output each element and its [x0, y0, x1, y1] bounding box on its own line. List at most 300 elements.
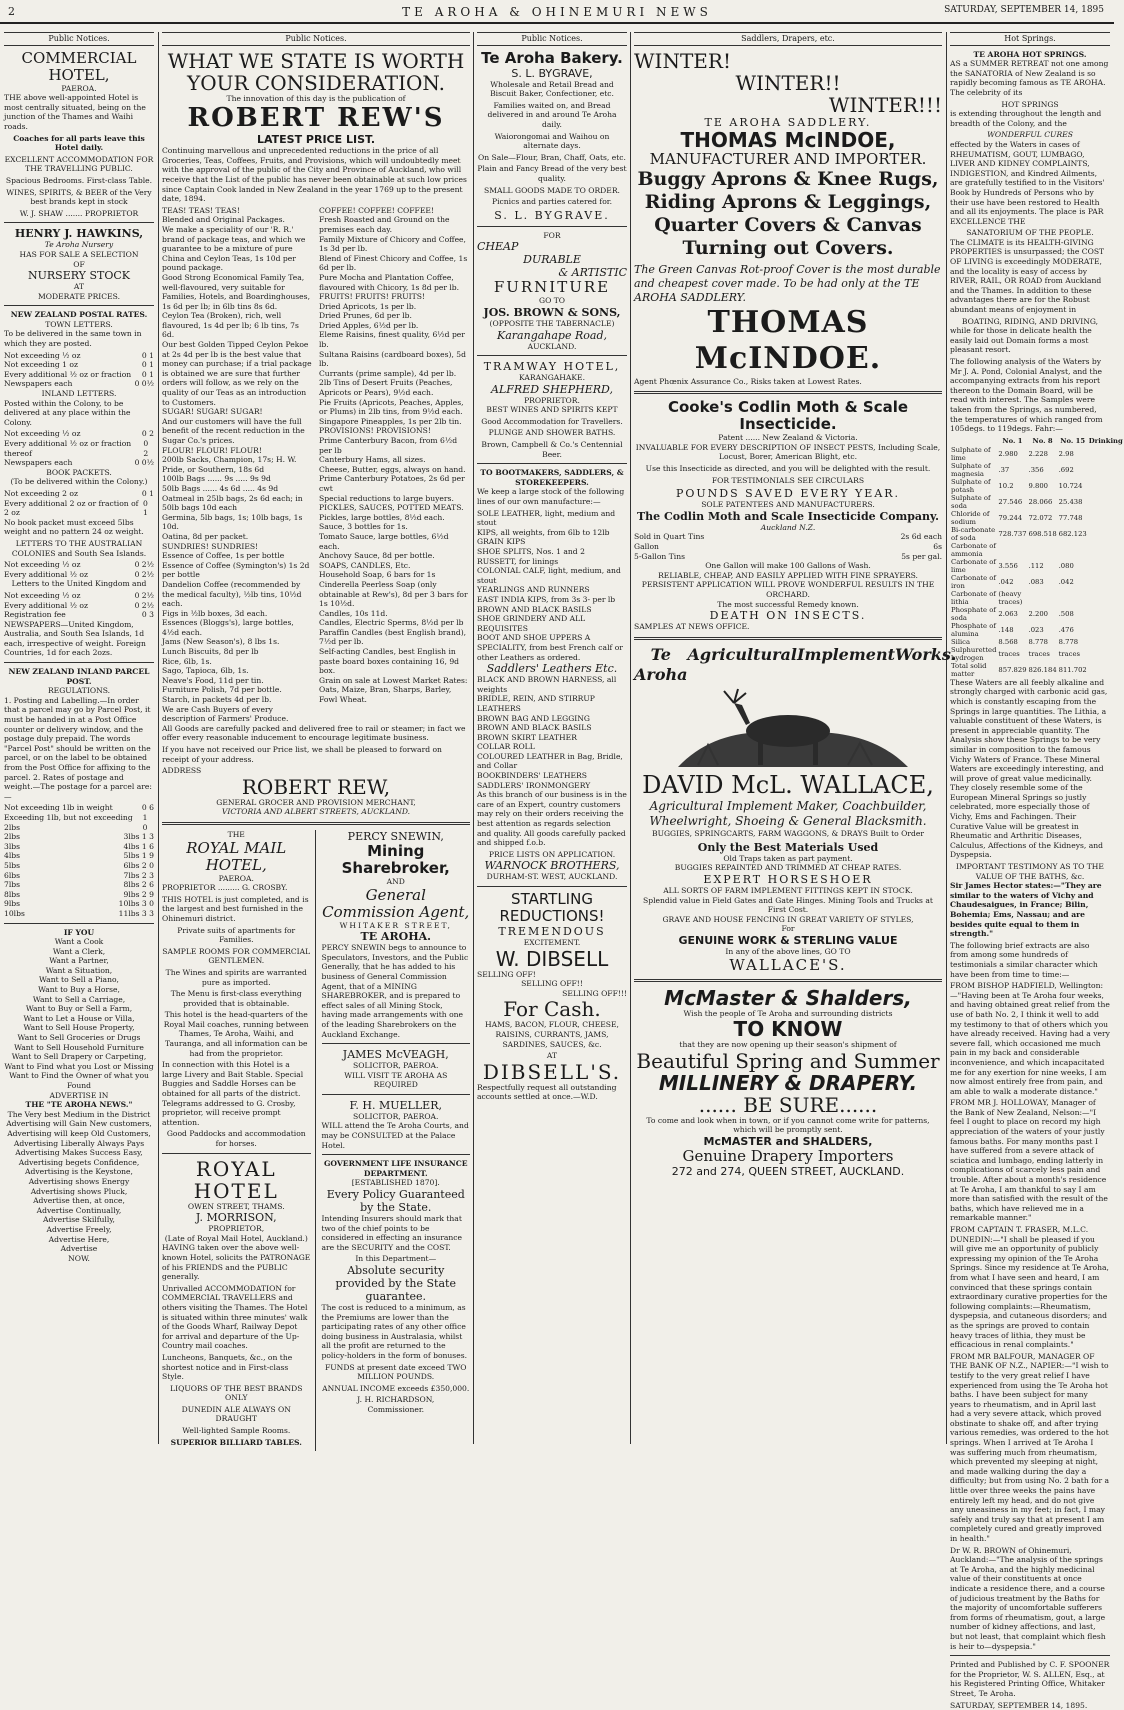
price-item: Sago, Tapioca, 6lb, 1s.: [162, 666, 313, 676]
gov-absolute: Absolute security provided by the State guarantee.: [322, 1264, 471, 1303]
analysis-cell: 25.438: [1058, 494, 1088, 510]
rh-lunch: Luncheons, Banquets, &c., on the shortest notice and in First-class Style.: [162, 1353, 311, 1382]
codlin-city: Auckland N.Z.: [634, 523, 942, 533]
saddlery-manufacturer: MANUFACTURER AND IMPORTER.: [634, 151, 942, 168]
mcmaster-name: McMaster & Shalders,: [634, 987, 942, 1009]
analysis-row: [950, 510, 1124, 526]
analysis-cell: .692: [1058, 462, 1088, 478]
springs-boating: BOATING, RIDING, AND DRIVING,: [950, 317, 1110, 327]
rate-value: 0 2½: [135, 570, 154, 580]
postal-title: NEW ZEALAND POSTAL RATES.: [4, 310, 154, 320]
rate-value: 0 0½: [135, 379, 154, 389]
analysis-cell: 8.568: [997, 638, 1027, 646]
rmh-sample: SAMPLE ROOMS FOR COMMERCIAL GENTLEMEN.: [162, 947, 311, 966]
news-name: THE "TE AROHA NEWS.": [4, 1100, 154, 1110]
bakery-desc: Wholesale and Retail Bread and Biscuit Baker, Confectioner, etc.: [477, 80, 627, 99]
mueller-name: F. H. MUELLER,: [322, 1099, 471, 1112]
tramway-proprietor: PROPRIETOR.: [477, 396, 627, 406]
gov-cost: The cost is reduced to a minimum, as the Premiums are lower than the participating rates of any other office doing business in Australasia, whilst all the profit are returned to the policy-holders in the form of bonuses.: [322, 1303, 471, 1361]
rate-row: [634, 542, 942, 552]
leather-item: BRIDLE, REIN, AND STIRRUP LEATHERS: [477, 694, 627, 713]
advertise-ad: [4, 928, 154, 1264]
codlin-use: Use this Insecticide as directed, and you will be delighted with the result.: [634, 464, 942, 474]
gov-established: [ESTABLISHED 1870].: [322, 1178, 471, 1188]
leather-item: BLACK AND BROWN HARNESS, all weights: [477, 675, 627, 694]
analysis-cell: 811.702: [1058, 662, 1088, 678]
rmh-body: THIS HOTEL is just completed, and is the largest and best furnished in the Ohinemuri district.: [162, 895, 311, 924]
rate-row: [634, 532, 942, 542]
want-item: Want to Sell House Property,: [4, 1023, 154, 1033]
price-item: COFFEE! COFFEE! COFFEE!: [319, 206, 470, 216]
rmh-coaches: This hotel is the head-quarters of the Royal Mail coaches, running between Thames, Te Aroha, Waihi, and Tauranga, and all information can be had from the proprietor.: [162, 1010, 311, 1058]
leather-item: YEARLINGS AND RUNNERS: [477, 585, 627, 595]
codlin-ad: [634, 399, 942, 632]
analysis-cell: [1028, 590, 1058, 606]
rate-value: 4lbs 1 6: [123, 842, 154, 852]
rate-row: [4, 813, 154, 832]
price-item: Paraffin Candles (best English brand), 7½d per lb.: [319, 628, 470, 647]
commercial-hotel-ad: [4, 50, 154, 219]
rate-value: 0 1: [143, 499, 154, 518]
leather-item: SHOE GRINDERY AND ALL REQUISITES: [477, 614, 627, 633]
furniture-ad: [477, 231, 627, 351]
advertise-line: Advertise Continually,: [4, 1206, 154, 1216]
tramway-best: BEST WINES AND SPIRITS KEPT: [477, 405, 627, 415]
price-item: Figs in ½lb boxes, 3d each.: [162, 609, 313, 619]
advertise-line: The Very best Medium in the District: [4, 1110, 154, 1120]
rate-label: Every additional 2 oz or fraction of 2 oz: [4, 499, 143, 518]
warnock-lead: We keep a large stock of the following lines of our own manufacture:—: [477, 487, 627, 506]
analysis-cell: Carbonate of lithia: [950, 590, 997, 606]
furniture-artistic: & ARTISTIC: [477, 266, 627, 279]
price-item: Prime Canterbury Potatoes, 2s 6d per cwt: [319, 474, 470, 493]
dib-tremendous: TREMENDOUS: [477, 925, 627, 938]
rate-value: 5lbs 1 9: [123, 851, 154, 861]
furniture-durable: DURABLE: [477, 253, 627, 266]
rew-left-items: [162, 206, 313, 724]
price-item: FLOUR! FLOUR! FLOUR!: [162, 446, 313, 456]
advertise-line: Advertise Freely,: [4, 1225, 154, 1235]
mcmaster-opening: that they are now opening up their season's shipment of: [634, 1040, 942, 1050]
rate-value: 9lbs 2 9: [123, 890, 154, 900]
warnock-price: PRICE LISTS ON APPLICATION.: [477, 850, 627, 860]
springs-hs: HOT SPRINGS: [950, 100, 1110, 110]
column-rule: [946, 32, 947, 1444]
codlin-sole: SOLE PATENTEES AND MANUFACTURERS.: [634, 500, 942, 510]
rates-inland: [4, 429, 154, 467]
rate-row: [4, 489, 154, 499]
price-item: We are Cash Buyers of every description of Farmers' Produce.: [162, 705, 313, 724]
tramway-good: Good Accommodation for Travellers.: [477, 417, 627, 427]
codlin-one-gallon: One Gallon will make 100 Gallons of Wash.: [634, 561, 942, 571]
rate-row: [4, 851, 154, 861]
gov-annual: ANNUAL INCOME exceeds £350,000.: [322, 1384, 471, 1394]
price-item: And our customers will have the full benefit of the recent reduction in the Sugar Co.'s prices.: [162, 417, 313, 446]
analysis-cell: 698.518: [1028, 526, 1058, 542]
want-item: Want to Sell a Piano,: [4, 975, 154, 985]
analysis-cell: .112: [1028, 558, 1058, 574]
rate-label: Not exceeding 1 oz: [4, 360, 78, 370]
price-item: Self-acting Candles, best English in paste board boxes containing 16, 9d box.: [319, 647, 470, 676]
warnock-saddler-items: [477, 675, 627, 790]
rh-owner: J. MORRISON,: [162, 1211, 311, 1224]
leather-item: RUSSETT, for linings: [477, 557, 627, 567]
rate-value: 1 0: [143, 813, 154, 832]
rmh-livery: In connection with this Hotel is a large Livery and Bait Stable. Special Buggies and Saddle Horses can be obtained for all parts of the district. Telegrams addressed to G. Crosby, proprietor, will receive prompt attention.: [162, 1060, 311, 1127]
analysis-cell: Phosphate of soda: [950, 606, 997, 622]
bakery-sale: On Sale—Flour, Bran, Chaff, Oats, etc.: [477, 153, 627, 163]
column-5: [950, 32, 1110, 1444]
rate-value: 0 1: [142, 360, 154, 370]
price-item: Eleme Raisins, finest quality, 6½d per lb.: [319, 330, 470, 349]
rew-footer-2: If you have not received our Price list, we shall be pleased to forward on receipt of your address.: [162, 745, 470, 764]
rate-row: [4, 880, 154, 890]
analysis-cell: Sulphate of soda: [950, 494, 997, 510]
analysis-cell: Chloride of sodium: [950, 510, 997, 526]
rates-australia: [4, 560, 154, 579]
price-item: Household Soap, 6 bars for 1s: [319, 570, 470, 580]
wallace-genuine: GENUINE WORK & STERLING VALUE: [634, 934, 942, 947]
price-item: PROVISIONS! PROVISIONS!: [319, 426, 470, 436]
postal-book: BOOK PACKETS.: [4, 468, 154, 478]
advertise-line: Advertising will Gain New customers,: [4, 1119, 154, 1129]
rate-value: 6lbs 2 0: [123, 861, 154, 871]
dib-excitement: EXCITEMENT.: [477, 938, 627, 948]
leather-item: SOLE LEATHER, light, medium and stout: [477, 509, 627, 528]
imprint: Printed and Published by C. F. SPOONER for the Proprietor, W. S. ALLEN, Esq., at his Registered Printing Office, Whitaker Street, Te Aroha.: [950, 1660, 1110, 1698]
codlin-prices: [634, 532, 942, 561]
want-item: Want to Sell Groceries or Drugs: [4, 1033, 154, 1043]
analysis-cell: .37: [997, 462, 1027, 478]
springs-wonderful: WONDERFUL CURES: [950, 130, 1110, 140]
furniture-brown: JOS. BROWN & SONS,: [477, 306, 627, 319]
column-rule: [473, 32, 474, 1444]
want-item: Want to Let a House or Villa,: [4, 1014, 154, 1024]
price-item: FRUITS! FRUITS! FRUITS!: [319, 292, 470, 302]
column-rule: [158, 32, 159, 1444]
rate-label: 9lbs: [4, 899, 20, 909]
tramway-plunge: PLUNGE AND SHOWER BATHS.: [477, 428, 627, 438]
analysis-cell: 3.556: [997, 558, 1027, 574]
codlin-reliable: RELIABLE, CHEAP, AND EASILY APPLIED WITH FINE SPRAYERS.: [634, 571, 942, 581]
rew-headline-2: YOUR CONSIDERATION.: [162, 72, 470, 94]
furniture-city: AUCKLAND.: [477, 342, 627, 352]
springs-important: IMPORTANT TESTIMONY AS TO THE VALUE OF THE BATHS, &c.: [950, 862, 1110, 881]
mcmaster-tocome: To come and look when in town, or if you cannot come write for patterns, which will be promptly sent.: [634, 1116, 942, 1135]
bakery-ad: [477, 50, 627, 222]
warnock-heading: TO BOOTMAKERS, SADDLERS, & STOREKEEPERS.: [477, 468, 627, 487]
rate-label: Newspapers each: [4, 379, 72, 389]
mcmaster-ad: [634, 987, 942, 1178]
rh-late: (Late of Royal Mail Hotel, Auckland.): [162, 1234, 311, 1244]
want-item: Want to Buy a Horse,: [4, 985, 154, 995]
rate-label: 4lbs: [4, 851, 20, 861]
rate-value: 0 1: [142, 370, 154, 380]
wallace-splendid: Splendid value in Field Gates and Gate Hinges. Mining Tools and Trucks at First Cost.: [634, 896, 942, 915]
mcveagh-note: WILL VISIT TE AROHA AS REQUIRED: [322, 1071, 471, 1090]
codlin-most: The most successful Remedy known.: [634, 600, 942, 610]
want-item: Want to Sell Drapery or Carpeting,: [4, 1052, 154, 1062]
advertise-line: Advertising will keep Old Customers,: [4, 1129, 154, 1139]
tramway-place: KARANGAHAKE.: [477, 373, 627, 383]
royal-hotel-ad: [162, 1158, 311, 1448]
analysis-row: [950, 646, 1124, 662]
dibsell-ad: [477, 891, 627, 1102]
hotel-accommodation: EXCELLENT ACCOMMODATION FOR THE TRAVELLING PUBLIC.: [4, 155, 154, 174]
bakery-plain: Plain and Fancy Bread of the very best quality.: [477, 164, 627, 183]
postal-uk: Letters to the United Kingdom and: [4, 579, 154, 589]
parcel-regs: REGULATIONS.: [4, 686, 154, 696]
rmh-paddocks: Good Paddocks and accommodation for horses.: [162, 1129, 311, 1148]
analysis-cell: traces: [1058, 646, 1088, 662]
want-item: Want to Sell Household Furniture: [4, 1043, 154, 1053]
rew-street: VICTORIA AND ALBERT STREETS, AUCKLAND.: [162, 807, 470, 817]
analysis-row: [950, 526, 1124, 542]
bakery-families: Families waited on, and Bread delivered in and around Te Aroha daily.: [477, 101, 627, 130]
springs-p10: FROM MR J. HOLLOWAY, Manager of the Bank of New Zealand, Nelson:—"I feel I ought to place on record my high appreciation of the waters of your justly famous baths. For many months past I have suffered from a severe attack of sciatica and lumbago, ending latterly in complications of scarcely less pain and trouble. After about a month's residence at Te Aroha, I am thankful to say I am more than satisfied with the result of the baths, which have relieved me in a remarkable manner.": [950, 1098, 1110, 1223]
rate-row: [4, 842, 154, 852]
rate-label: 10lbs: [4, 909, 25, 919]
analysis-cell: .356: [1028, 462, 1058, 478]
analysis-cell: Carbonate of lime: [950, 558, 997, 574]
dib-cash: For Cash.: [477, 998, 627, 1020]
warnock-ad: [477, 468, 627, 882]
gov-commissioner-title: Commissioner.: [322, 1405, 471, 1415]
postal-inland-note: Posted within the Colony, to be delivered at any place within the Colony.: [4, 399, 154, 428]
rate-value: 0 0½: [135, 458, 154, 468]
analysis-row: [950, 590, 1124, 606]
advertise-line: Advertising Liberally Always Pays: [4, 1139, 154, 1149]
price-item: Furniture Polish, 7d per bottle.: [162, 685, 313, 695]
analysis-cell: Silica: [950, 638, 997, 646]
bakery-owner: S. L. BYGRAVE,: [477, 67, 627, 80]
rew-address-label: ADDRESS: [162, 766, 470, 776]
robert-rew-ad: [162, 50, 470, 817]
analysis-cell: 8.778: [1058, 638, 1088, 646]
postal-town-note: To be delivered in the same town in which they are posted.: [4, 329, 154, 348]
analysis-cell: [1058, 590, 1088, 606]
leather-item: COLOURED LEATHER in Bag, Bridle, and Collar: [477, 752, 627, 771]
leather-item: GRAIN KIPS: [477, 537, 627, 547]
want-item: Want to Buy or Sell a Farm,: [4, 1004, 154, 1014]
arc-word-2: Agricultural: [688, 645, 797, 685]
price-item: Currants (prime sample), 4d per lb.: [319, 369, 470, 379]
advertise-line: Advertising is the Keystone,: [4, 1167, 154, 1177]
analysis-row: [950, 462, 1124, 478]
rate-row: [4, 499, 154, 518]
gov-funds: FUNDS at present date exceed TWO MILLION POUNDS.: [322, 1363, 471, 1382]
rate-row: [4, 601, 154, 611]
rh-ale: DUNEDIN ALE ALWAYS ON DRAUGHT: [162, 1405, 311, 1424]
price-item: Pie Fruits (Apricots, Peaches, Apples, or Plums) in 2lb tins, from 9½d each.: [319, 398, 470, 417]
rew-lead: Continuing marvellous and unprecedented reductions in the price of all Groceries, Teas, Coffees, Fruits, and Provisions, which will undoubtedly meet with the approval of the public of the City and Province of Auckland, who will receive that the List of the public has never been obtainable at such low prices since Captain Cook landed in New Zealand in the year 1769 up to the present date, 1894.: [162, 146, 470, 204]
rate-label: Not exceeding ½ oz: [4, 591, 81, 601]
snewin-ad: [322, 830, 471, 1039]
rate-value: 0 2½: [135, 591, 154, 601]
column-rule: [630, 32, 631, 1444]
leather-item: COLONIAL CALF, light, medium, and stout: [477, 566, 627, 585]
postal-australia: LETTERS TO THE AUSTRALIAN COLONIES and South Sea Islands.: [4, 539, 154, 558]
saddlery-name: TE AROHA SADDLERY.: [634, 116, 942, 129]
springs-hector: Sir James Hector states:—"They are similar to the waters of Vichy and Chaudesaigues, in France; Bilin, Bohemia; Ems, Nassau; and are besides quite equal to them in strength.": [950, 881, 1110, 939]
rate-row: [4, 379, 154, 389]
wallace-old: Old Traps taken as part payment.: [634, 854, 942, 864]
analysis-cell: .042: [1058, 574, 1088, 590]
warnock-street: DURHAM-ST. WEST, AUCKLAND.: [477, 872, 627, 882]
page-number: 2: [8, 5, 15, 18]
analysis-cell: 9.800: [1028, 478, 1058, 494]
springs-p12: FROM MR BALFOUR, MANAGER OF THE BANK OF N.Z., NAPIER:—"I wish to testify to the very great relief I have experienced from using the Te Aroha hot baths. I have been subject for many years to rheumatism, and in April last had a very severe attack, which proved obstinate to shake off, and after trying various remedies, was ordered to the hot springs. When I arrived at Te Aroha I was suffering much from rheumatism, which prevented my sleeping at night, and made walking during the day a difficulty; but from using No. 2 bath for a little over three weeks the pains have entirely left my head, and do not give any uneasiness in my feet; in fact, I may safely and truly say that at present I am completely cured and greatly improved in health.": [950, 1352, 1110, 1544]
mcmaster-sig: McMASTER and SHALDERS,: [634, 1135, 942, 1148]
price-item: PICKLES, SAUCES, POTTED MEATS.: [319, 503, 470, 513]
gov-every: Every Policy Guaranteed by the State.: [322, 1188, 471, 1214]
analysis-cell: Carbonate of iron: [950, 574, 997, 590]
price-item: Special reductions to large buyers.: [319, 494, 470, 504]
column-2: [162, 32, 470, 1444]
nursery-prices: MODERATE PRICES.: [4, 292, 154, 302]
price-item: Oatina, 8d per packet.: [162, 532, 313, 542]
analysis-header: Drinking: [1088, 436, 1124, 446]
postal-newspapers: NEWSPAPERS—United Kingdom, Australia, and South Sea Islands, 1d each, irrespective of weight. Foreign Countries, 1d for each 2ozs.: [4, 620, 154, 658]
snewin-town: TE AROHA.: [322, 930, 471, 943]
column-1: [4, 32, 154, 1444]
analysis-cell: .083: [1028, 574, 1058, 590]
column-heading: Public Notices.: [4, 32, 154, 46]
wallace-ad: [634, 645, 942, 974]
rmh-suites: Private suits of apartments for Families.: [162, 926, 311, 945]
advertise-line: Advertise Skilfully,: [4, 1215, 154, 1225]
price-item: Jams (New Season's), 8 lbs 1s.: [162, 637, 313, 647]
tramway-hotel-ad: [477, 360, 627, 459]
analysis-row: [950, 606, 1124, 622]
rate-row: [4, 570, 154, 580]
rh-accommodation: Unrivalled ACCOMMODATION for COMMERCIAL TRAVELLERS and others visiting the Thames. The Hotel is situated within three minutes' walk of the Goods Wharf, Railway Depot for arrival and departure of the Up-Country mail coaches.: [162, 1284, 311, 1351]
column-heading: Hot Springs.: [950, 32, 1110, 46]
dib-goods: HAMS, BACON, FLOUR, CHEESE, RAISINS, CURRANTS, JAMS, SARDINES, SAUCES, &c.: [477, 1020, 627, 1049]
rates-town: [4, 351, 154, 389]
rh-billiards: SUPERIOR BILLIARD TABLES.: [162, 1438, 311, 1448]
rew-description: GENERAL GROCER AND PROVISION MERCHANT,: [162, 798, 470, 808]
rate-row: [4, 861, 154, 871]
rate-row: [4, 458, 154, 468]
codlin-samples: SAMPLES AT NEWS OFFICE.: [634, 622, 942, 632]
rh-proprietor: PROPRIETOR,: [162, 1224, 311, 1234]
rate-value: 8lbs 2 6: [123, 880, 154, 890]
issue-date: SATURDAY, SEPTEMBER 14, 1895: [944, 5, 1104, 15]
dib-reductions: REDUCTIONS!: [477, 908, 627, 925]
analysis-cell: .148: [997, 622, 1027, 638]
leather-item: SADDLERS' IRONMONGERY: [477, 781, 627, 791]
price-item: Grain on sale at Lowest Market Rates: Oats, Maize, Bran, Sharps, Barley, Fowl Wheat.: [319, 676, 470, 705]
hotel-title: COMMERCIAL HOTEL,: [4, 50, 154, 84]
analysis-cell: 72.072: [1028, 510, 1058, 526]
rate-row: [4, 899, 154, 909]
winter-2: WINTER!!: [634, 72, 942, 94]
analysis-row: [950, 446, 1124, 462]
dib-sell-3: SELLING OFF!!!: [477, 989, 627, 999]
price-item: Lunch Biscuits, 8d per lb: [162, 647, 313, 657]
bakery-waiorongomai: Waiorongomai and Waihou on alternate days.: [477, 132, 627, 151]
want-item: Want to Find what you Lost or Missing: [4, 1062, 154, 1072]
advertise-line: Advertising Makes Success Easy,: [4, 1148, 154, 1158]
mueller-body: WILL attend the Te Aroha Courts, and may be CONSULTED at the Palace Hotel.: [322, 1121, 471, 1150]
parcel-rates: [4, 803, 154, 918]
rate-label: Not exceeding 1lb in weight: [4, 803, 113, 813]
price-item: Essence of Coffee (Symington's) 1s 2d per bottle: [162, 561, 313, 580]
postal-book-note-2: No book packet must exceed 5lbs weight and no pattern 24 oz weight.: [4, 518, 154, 537]
column-heading: Public Notices.: [477, 32, 627, 46]
price-item: Our best Golden Tipped Ceylon Pekoe at 2s 4d per lb is the best value that money can purchase; if a trial package is obtained we are sure that further orders will follow, as we rely on the quality of our Teas as an introduction to Customers.: [162, 340, 313, 407]
rmh-menu: The Menu is first-class everything provided that is obtainable.: [162, 989, 311, 1008]
analysis-row: [950, 558, 1124, 574]
rate-value: 3lbs 1 3: [123, 832, 154, 842]
wallace-repaint: BUGGIES REPAINTED AND TRIMMED AT CHEAP RATES.: [634, 863, 942, 873]
analysis-cell: .023: [1028, 622, 1058, 638]
springs-p1: AS a SUMMER RETREAT not one among the SANATORIA of New Zealand is so rapidly becoming famous as TE AROHA. The celebrity of its: [950, 59, 1110, 97]
wallace-grave: GRAVE AND HOUSE FENCING IN GREAT VARIETY OF STYLES,: [634, 915, 942, 925]
analysis-cell: 77.748: [1058, 510, 1088, 526]
warnock-note: As this branch of our business is in the care of an Expert, country customers may rely on their orders receiving the best attention as regards selection and quality. All goods carefully packed and shipped f.o.b.: [477, 790, 627, 848]
rate-label: 2lbs: [4, 832, 20, 842]
price-item: Prime Canterbury Bacon, from 6½d per lb: [319, 436, 470, 455]
springs-p11: FROM CAPTAIN T. FRASER, M.L.C. DUNEDIN:—"I shall be pleased if you will give me an opportunity of publicly expressing my opinion of the Te Aroha Springs. Since my residence at Te Aroha, from what I have seen and heard, I am convinced that these springs contain extraordinary curative properties for the following complaints:—Rheumatism, dyspepsia, and cutaneous disorders; and as the springs are proved to contain heavy traces of lithia, they must be efficacious in renal complaints.": [950, 1225, 1110, 1350]
analysis-row: [950, 662, 1124, 678]
hotel-body: THE above well-appointed Hotel is most centrally situated, being on the junction of the Thames and Waihi roads.: [4, 93, 154, 131]
rew-intro: The innovation of this day is the publication of: [162, 94, 470, 104]
wallace-all: ALL SORTS OF FARM IMPLEMENT FITTINGS KEPT IN STOCK.: [634, 886, 942, 896]
furniture-opposite: (OPPOSITE THE TABERNACLE): [477, 319, 627, 329]
leather-item: BROWN AND BLACK BASILS: [477, 723, 627, 733]
furniture-goto: GO TO: [477, 296, 627, 306]
rh-sample: Well-lighted Sample Rooms.: [162, 1426, 311, 1436]
rew-right-items: [319, 206, 470, 724]
furniture-word: FURNITURE: [477, 279, 627, 296]
analysis-table: [950, 436, 1124, 678]
saddlery-signature: THOMAS McINDOE.: [634, 305, 942, 377]
dib-sell-1: SELLING OFF!: [477, 970, 627, 980]
price-item: Essences (Bloggs's), large bottles, 4½d each.: [162, 618, 313, 637]
analysis-cell: 10.2: [997, 478, 1027, 494]
advertise-line: Advertise then, at once,: [4, 1196, 154, 1206]
deer-illustration: [634, 685, 942, 769]
leather-item: BOOKBINDERS' LEATHERS: [477, 771, 627, 781]
codlin-persist: PERSISTENT APPLICATION WILL PROVE WONDERFUL RESULTS IN THE ORCHARD.: [634, 580, 942, 599]
wallace-name: DAVID McL. WALLACE,: [634, 771, 942, 799]
springs-p3: effected by the Waters in cases of RHEUMATISM, GOUT, LUMBAGO, LIVER AND KIDNEY COMPLAINTS, INDIGESTION, and Kindred Ailments, are gratefully testified to in the Visitors' Book by Hundreds of Persons who by their use have been restored to Health and all its enjoyments. The place is PAR EXCELLENCE THE: [950, 140, 1110, 226]
gov-commissioner: J. H. RICHARDSON,: [322, 1395, 471, 1405]
tramway-title: TRAMWAY HOTEL,: [477, 360, 627, 373]
analysis-cell: .508: [1058, 606, 1088, 622]
snewin-body: PERCY SNEWIN begs to announce to Speculators, Investors, and the Public Generally, that he has added to his business of General Commission Agent, that of a MINING SHAREBROKER, and is prepared to effect sales of all Mining Stock, having made arrangements with one of the leading Sharebrokers on the Auckland Exchange.: [322, 943, 471, 1039]
springs-p13: Dr W. R. BROWN of Ohinemuri, Auckland:—"The analysis of the springs at Te Aroha, and the highly medicinal value of their constituents at once indicate a residence there, and a course of judicious treatment by the Baths for the majority of uncomfortable sufferers from forms of rheumatism, gout, a large number of kidney affections, and last, but not least, that complaint which flesh is heir to—dyspepsia.": [950, 1546, 1110, 1652]
price-item: 200lb Sacks, Champion, 17s; H. W. Pride, or Southern, 18s 6d: [162, 455, 313, 474]
rate-row: [4, 803, 154, 813]
analysis-cell: traces: [997, 646, 1027, 662]
rate-row: [4, 890, 154, 900]
analysis-cell: traces: [1028, 646, 1058, 662]
hotels-subcolumn: [162, 830, 316, 1451]
rh-title: ROYAL HOTEL: [162, 1158, 311, 1202]
dib-at: AT: [477, 1051, 627, 1061]
dib-name: W. DIBSELL: [477, 948, 627, 970]
agents-subcolumn: [322, 830, 471, 1451]
analysis-row: [950, 574, 1124, 590]
nursery-owner: HENRY J. HAWKINS,: [4, 227, 154, 240]
analysis-cell: 2.228: [1028, 446, 1058, 462]
rate-label: 3lbs: [4, 842, 20, 852]
leather-item: SHOE SPLITS, Nos. 1 and 2: [477, 547, 627, 557]
rate-value: 0 3: [142, 610, 154, 620]
